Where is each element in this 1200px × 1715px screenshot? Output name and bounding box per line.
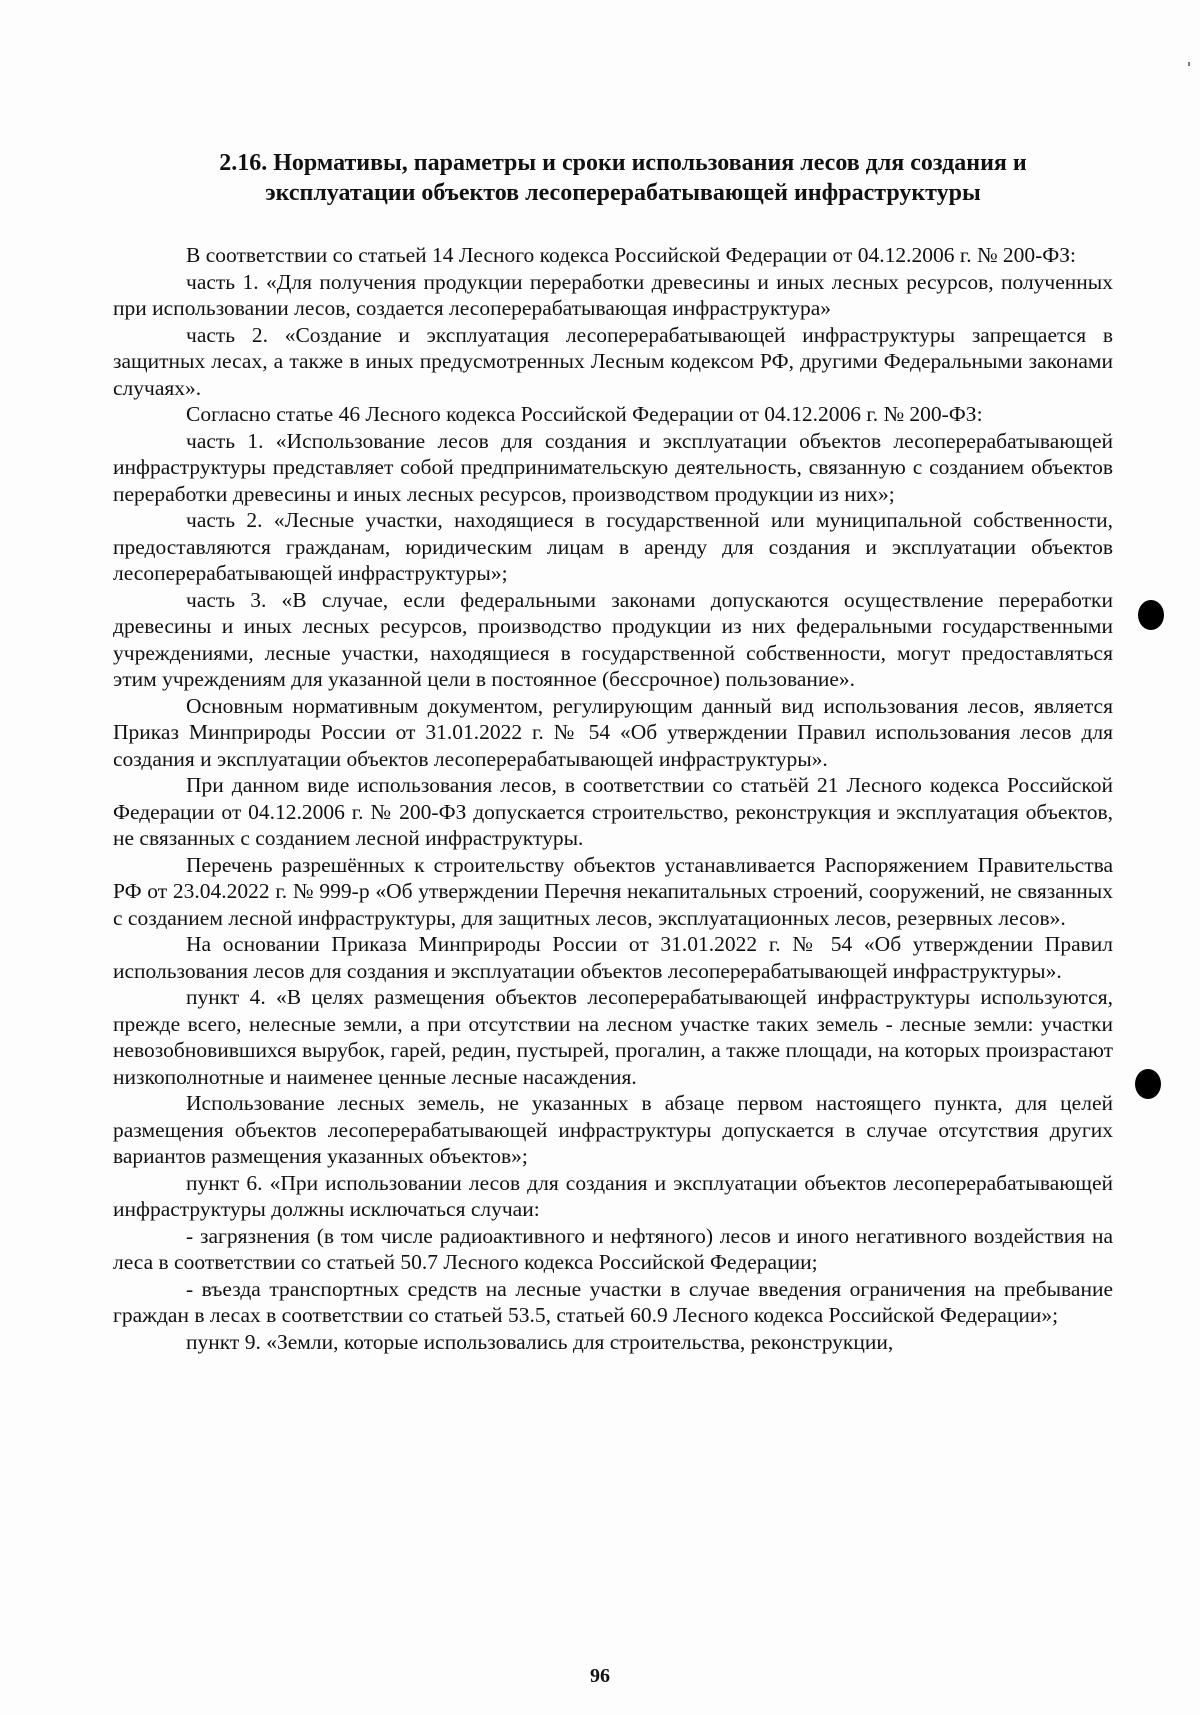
paragraph: пункт 9. «Земли, которые использовались для строительства, реконструкции, bbox=[186, 1329, 894, 1354]
paragraph: пункт 4. «В целях размещения объектов лесоперерабатывающей инфраструктуры используются, прежде всего, нелесные земли, а при отсутствии на лесном участке таких земель - лесные земли: участки невозобновившихся вырубок, гарей, редин, пустырей, прогалин, а также площади, на которых произрастают низкополнотные и наименее ценные лесные насаждения. bbox=[113, 985, 1113, 1089]
punch-hole-mark bbox=[1135, 1069, 1161, 1099]
paragraph: часть 2. «Создание и эксплуатация лесоперерабатывающей инфраструктуры запрещается в защитных лесах, а также в иных предусмотренных Лесным кодексом РФ, другими Федеральными законами случаях». bbox=[113, 322, 1113, 400]
paragraph: Использование лесных земель, не указанных в абзаце первом настоящего пункта, для целей размещения объектов лесоперерабатывающей инфраструктуры допускается в случае отсутствия других вариантов размещения указанных объектов»; bbox=[113, 1091, 1113, 1168]
paragraph: пункт 6. «При использовании лесов для создания и эксплуатации объектов лесоперерабатывающей инфраструктуры должны исключаться случаи: bbox=[113, 1170, 1113, 1221]
list-item: - въезда транспортных средств на лесные участки в случае введения ограничения на пребывание граждан в лесах в соответствии со статьей 53.5, статьей 60.9 Лесного кодекса Российской Федерации»; bbox=[113, 1276, 1113, 1327]
document-body bbox=[113, 148, 1113, 1355]
paragraph: При данном виде использования лесов, в соответствии со статьёй 21 Лесного кодекса Российской Федерации от 04.12.2006 г. № 200-ФЗ допускается строительство, реконструкция и эксплуатация объектов, не связанных с созданием лесной инфраструктуры. bbox=[113, 773, 1113, 850]
section-heading bbox=[113, 148, 1113, 208]
paragraph: В соответствии со статьей 14 Лесного кодекса Российской Федерации от 04.12.2006 г. № 200-ФЗ: bbox=[186, 243, 1077, 267]
scan-speck bbox=[1188, 62, 1190, 66]
paragraph: часть 1. «Для получения продукции переработки древесины и иных лесных ресурсов, полученных при использовании лесов, создается лесоперерабатывающая инфраструктура» bbox=[113, 269, 1113, 320]
punch-hole-mark bbox=[1138, 600, 1164, 630]
list-item: - загрязнения (в том числе радиоактивного и нефтяного) лесов и иного негативного воздействия на леса в соответствии со статьей 50.7 Лесного кодекса Российской Федерации; bbox=[113, 1223, 1113, 1274]
paragraph: часть 3. «В случае, если федеральными законами допускаются осуществление переработки древесины и иных лесных ресурсов, производство продукции из них федеральными государственными учреждениями, лесные участки, находящиеся в государственной собственности, могут предоставляться этим учреждениям для указанной цели в постоянное (бессрочное) пользование». bbox=[113, 587, 1113, 691]
page-number: 96 bbox=[590, 1665, 610, 1687]
paragraph: Основным нормативным документом, регулирующим данный вид использования лесов, является Приказ Минприроды России от 31.01.2022 г. № 54 «Об утверждении Правил использования лесов для создания и эксплуатации объектов лесоперерабатывающей инфраструктуры». bbox=[113, 693, 1113, 771]
paragraph: На основании Приказа Минприроды России от 31.01.2022 г. № 54 «Об утверждении Правил использования лесов для создания и эксплуатации объектов лесоперерабатывающей инфраструктуры». bbox=[113, 932, 1113, 983]
paragraph: часть 1. «Использование лесов для создания и эксплуатации объектов лесоперерабатывающей инфраструктуры представляет собой предпринимательскую деятельность, связанную с созданием объектов переработки древесины и иных лесных ресурсов, производством продукции из них»; bbox=[113, 428, 1113, 506]
paragraph: Согласно статье 46 Лесного кодекса Российской Федерации от 04.12.2006 г. № 200-ФЗ: bbox=[186, 402, 983, 426]
paragraph: часть 2. «Лесные участки, находящиеся в государственной или муниципальной собственности, предоставляются гражданам, юридическим лицам в аренду для создания и эксплуатации объектов лесоперерабатывающей инфраструктуры»; bbox=[113, 508, 1113, 585]
section-heading-line-1: 2.16. Нормативы, параметры и сроки использования лесов для создания и bbox=[219, 150, 1027, 176]
section-heading-line-2: эксплуатации объектов лесоперерабатывающей инфраструктуры bbox=[265, 180, 981, 206]
paragraph: Перечень разрешённых к строительству объектов устанавливается Распоряжением Правительства РФ от 23.04.2022 г. № 999-р «Об утверждении Перечня некапитальных строений, сооружений, не связанных с созданием лесной инфраструктуры, для защитных лесов, эксплуатационных лесов, резервных лесов». bbox=[113, 852, 1113, 930]
